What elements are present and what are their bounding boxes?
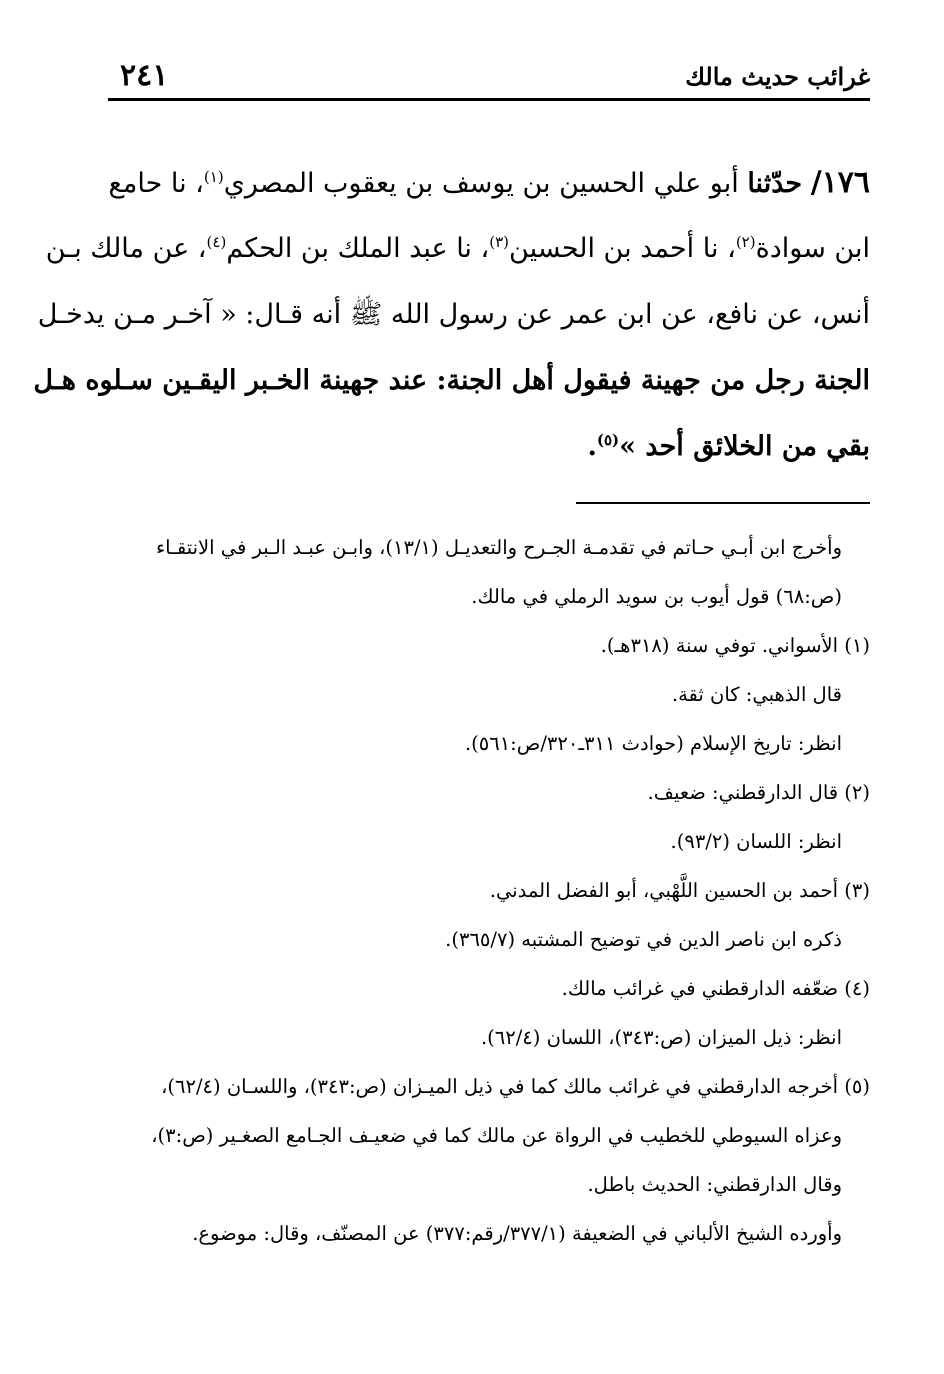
matn-text: أنس، عن نافع، عن ابن عمر عن رسول الله ﷺ أنه قـال: « آخـر مـن يدخـل — [37, 299, 870, 330]
footnote-line: وأخرج ابن أبـي حـاتم في تقدمـة الجـرح والتعديـل (١٣/١)، وابـن عبـد الـبر في الانتقـاء — [156, 536, 842, 559]
hadith-text — [33, 150, 870, 480]
isnad-segment: ، نا أحمد بن الحسين — [509, 233, 736, 264]
footnote-line: انظر: ذيل الميزان (ص:٣٤٣)، اللسان (٦٢/٤). — [480, 1026, 842, 1049]
isnad-text: أبو علي الحسين بن يوسف بن يعقوب المصري — [223, 168, 748, 199]
footnote-line: قال الذهبي: كان ثقة. — [671, 683, 842, 706]
footnote-ref-5: (٥) — [596, 431, 620, 449]
footnote-line: ذكره ابن ناصر الدين في توضيح المشتبه (٣٦٥/٧). — [445, 928, 842, 951]
footnote-ref-1: (١) — [203, 168, 224, 186]
footnote-ref-4: (٤) — [206, 233, 227, 251]
footnote-3: (٣) أحمد بن الحسين اللَّهْبي، أبو الفضل المدني. — [489, 879, 870, 902]
footnote-ref-2: (٢) — [735, 233, 756, 251]
footnote-4: (٤) ضعّفه الدارقطني في غرائب مالك. — [561, 977, 870, 1000]
matn-text-end: . — [587, 431, 597, 462]
footnote-separator — [576, 502, 870, 504]
hadith-lead-word: حدّثنا — [747, 168, 803, 199]
matn-text: بقي من الخلائق أحد » — [619, 431, 870, 462]
footnote-line: وعزاه السيوطي للخطيب في الرواة عن مالك كما في ضعيـف الجـامع الصغـير (ص:٣)، — [151, 1124, 842, 1147]
isnad-segment: ابن سوادة — [755, 233, 870, 264]
footnote-line: وأورده الشيخ الألباني في الضعيفة (٣٧٧/١/رقم:٣٧٧) عن المصنّف، وقال: موضوع. — [192, 1222, 842, 1245]
isnad-text-tail: ، نا حامع — [108, 168, 204, 199]
footnotes — [108, 528, 870, 1263]
hadith-line-2 — [45, 216, 870, 282]
footnote-line: (ص:٦٨) قول أيوب بن سويد الرملي في مالك. — [471, 585, 842, 608]
hadith-line-4 — [33, 348, 870, 414]
footnote-line: انظر: اللسان (٩٣/٢). — [670, 830, 842, 853]
isnad-segment: ، عن مالك بـن — [45, 233, 207, 264]
footnote-2: (٢) قال الدارقطني: ضعيف. — [647, 781, 870, 804]
hadith-number: ١٧٦/ — [810, 165, 870, 200]
hadith-line-3 — [37, 282, 870, 348]
footnote-5: (٥) أخرجه الدارقطني في غرائب مالك كما في ذيل الميـزان (ص:٣٤٣)، واللسـان (٦٢/٤)، — [161, 1075, 870, 1098]
page-header — [108, 58, 870, 98]
hadith-line-1 — [108, 150, 870, 216]
hadith-line-5 — [108, 414, 870, 480]
isnad-segment: ، نا عبد الملك بن الحكم — [226, 233, 490, 264]
matn-text: الجنة رجل من جهينة فيقول أهل الجنة: عند جهينة الخـبر اليقـين سـلوه هـل — [33, 365, 870, 396]
footnote-line: انظر: تاريخ الإسلام (حوادث ٣١١ـ٣٢٠/ص:٥٦١). — [464, 732, 842, 755]
header-rule — [108, 98, 870, 101]
footnote-1: (١) الأسواني. توفي سنة (٣١٨هـ). — [600, 634, 870, 657]
running-title: غرائب حديث مالك — [685, 62, 870, 91]
page-number: ٢٤١ — [120, 58, 169, 93]
footnote-ref-3: (٣) — [489, 233, 510, 251]
footnote-line: وقال الدارقطني: الحديث باطل. — [587, 1173, 842, 1196]
